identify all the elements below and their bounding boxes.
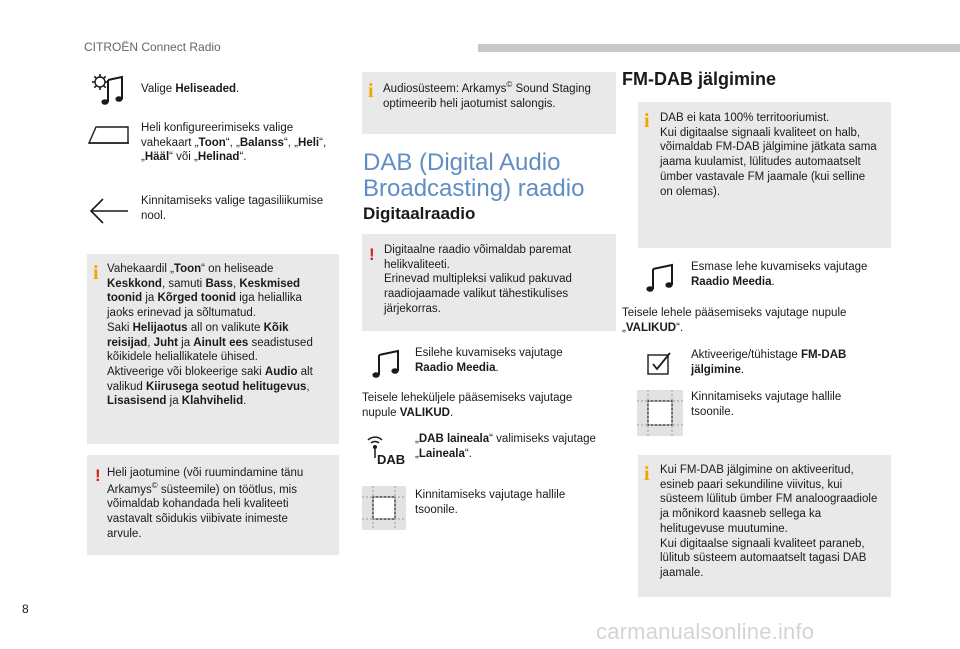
- music-note-icon: [646, 263, 674, 293]
- select-sound-settings-text: Valige Heliseaded.: [141, 83, 240, 95]
- header-title: CITROËN Connect Radio: [84, 40, 221, 54]
- confirm-gray-zone-text: Kinnitamiseks vajutage hallile tsoonile.: [415, 489, 566, 516]
- frame-icon: [637, 390, 683, 436]
- checkbox-icon: [646, 350, 672, 376]
- warning-box-text: Digitaalne raadio võimaldab paremat helikvaliteeti. Erinevad multipleksi valikud pakuvad raadiojaamade valikut tähestikulises järjekorras.: [384, 244, 572, 315]
- back-arrow-icon: [88, 196, 130, 226]
- warning-box-digital-radio: [362, 234, 616, 331]
- music-gear-icon: [90, 72, 124, 108]
- info-icon: i: [644, 463, 650, 485]
- radio-media-home-text: Esilehe kuvamiseks vajutage Raadio Meedia.: [415, 347, 563, 374]
- dab-icon-label: DAB: [377, 452, 406, 467]
- info-box-text: Vahekaardil „Toon“ on heliseade Keskkond, samuti Bass, Keskmised toonid ja Kõrged toonid iga heliallika jaoks erinevad ja sõltumatud. Saki Helijaotus all on valikute Kõik reisijad, Juht ja Ainult ees seadistused kõikidele heliallikatele ühised. Aktiveerige või blokeerige saki Audio alt valikud Kiirusega seotud helitugevus, Lisasisend ja Klahvihelid.: [107, 263, 313, 408]
- dab-section-title: DAB (Digital Audio Broadcasting) raadio: [363, 149, 585, 202]
- watermark: carmanualsonline.info: [596, 619, 815, 644]
- warning-icon: !: [369, 245, 375, 264]
- back-arrow-text: Kinnitamiseks valige tagasiliikumise nool.: [141, 195, 324, 222]
- fm-dab-title: FM-DAB jälgimine: [622, 69, 777, 89]
- info-box-arkamys: [362, 72, 616, 134]
- info-box-dab-coverage: [638, 102, 891, 248]
- dab-band-text: „DAB laineala“ valimiseks vajutage „Laineala“.: [415, 433, 596, 460]
- warning-icon: !: [95, 466, 101, 485]
- info-icon: i: [644, 110, 650, 132]
- warning-box-sound-distribution: [87, 455, 339, 555]
- info-box-text: Audiosüsteem: Arkamys© Sound Staging optimeerib heli jaotumist salongis.: [383, 80, 591, 110]
- options-page-text: Teisele leheküljele pääsemiseks vajutage nupule VALIKUD.: [362, 392, 573, 419]
- fm-dab-toggle-text: Aktiveerige/tühistage FM-DAB jälgimine.: [691, 349, 847, 376]
- header-bar: [478, 44, 960, 52]
- info-box-text: DAB ei kata 100% territooriumist. Kui digitaalse signaali kvaliteet on halb, võimaldab FM-DAB jälgimine jätkata sama jaama kuulamist, lülitudes automaatselt ümber vastavale FM jaamale (kui selline on olemas).: [660, 112, 877, 198]
- confirm-gray-zone-text-right: Kinnitamiseks vajutage hallile tsoonile.: [691, 391, 842, 418]
- info-icon: i: [93, 262, 99, 284]
- sound-config-text: Heli konfigureerimiseks valige vahekaart „Toon“, „Balanss“, „Heli“, „Hääl“ või „Helinad“.: [141, 122, 327, 164]
- warning-box-text: Heli jaotumine (või ruumindamine tänu Arkamys© süsteemile) on töötlus, mis võimaldab kohandada heli kvaliteeti vastavalt sõidukis viibivate inimeste arvule.: [107, 467, 304, 540]
- info-icon: i: [368, 80, 374, 102]
- tab-icon: [88, 125, 130, 145]
- music-note-icon: [372, 349, 400, 379]
- page-number: 8: [22, 602, 29, 616]
- dab-icon: [364, 434, 410, 470]
- options-page-text-right: Teisele lehele pääsemiseks vajutage nupule „VALIKUD“.: [622, 307, 847, 334]
- info-box-text: Kui FM-DAB jälgimine on aktiveeritud, esineb paari sekundiline viivitus, kui süsteem lülitub ümber FM analoograadiole ja mõnikord kaasneb sellega ka helitugevuse muutumine. Kui digitaalse signaali kvaliteet paraneb, lülitub süsteem automaatselt tagasi DAB jaamale.: [660, 464, 878, 580]
- radio-media-first-page-text: Esmase lehe kuvamiseks vajutage Raadio Meedia.: [691, 261, 868, 288]
- frame-icon: [362, 486, 406, 530]
- info-box-fm-dab-delay: [638, 455, 891, 597]
- info-box-sound-tabs: [87, 254, 339, 444]
- digital-radio-subtitle: Digitaalraadio: [363, 204, 476, 223]
